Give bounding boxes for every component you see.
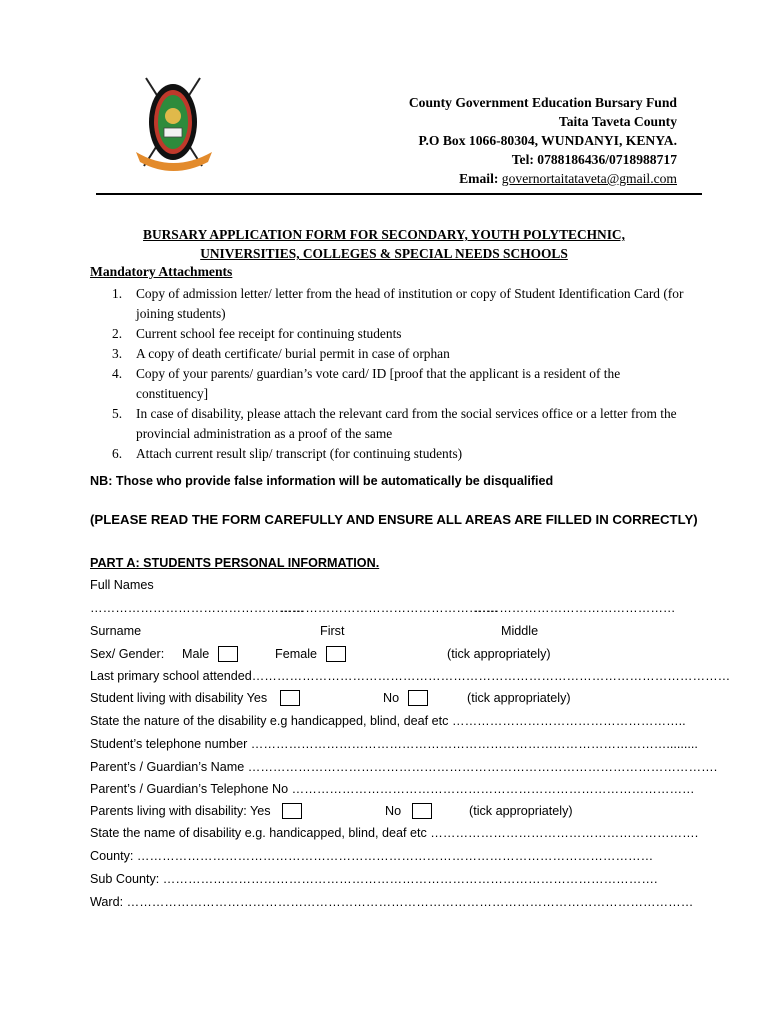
no-label: No <box>385 804 402 818</box>
parent-name-field[interactable]: Parent’s / Guardian’s Name …………………………………………………………………………………………………. <box>90 760 718 774</box>
first-name-field[interactable]: ……………………………………………. <box>280 601 498 615</box>
list-item: 3. A copy of death certificate/ burial permit in case of orphan <box>112 346 450 361</box>
form-title-line2: UNIVERSITIES, COLLEGES & SPECIAL NEEDS SCHOOLS <box>200 246 568 261</box>
attachments-list <box>90 284 690 464</box>
male-label: Male <box>182 647 210 661</box>
email-label: Email: <box>459 171 499 186</box>
postal-address: P.O Box 1066-80304, WUNDANYI, KENYA. <box>418 133 677 148</box>
middle-name-field[interactable]: ………………………………………… <box>474 601 676 615</box>
gender-label: Sex/ Gender: <box>90 647 165 661</box>
form-title-line1: BURSARY APPLICATION FORM FOR SECONDARY, YOUTH POLYTECHNIC, <box>143 227 625 242</box>
attachments-heading: Mandatory Attachments <box>90 264 233 279</box>
nb-warning: NB: Those who provide false information will be automatically be disqualified <box>90 474 554 488</box>
surname-caption: Surname <box>90 624 142 638</box>
ward-field[interactable]: Ward: ……………………………………………………………………………………………………………………… <box>90 895 694 909</box>
email-link[interactable]: governortaitataveta@gmail.com <box>501 171 677 186</box>
list-item: 5. In case of disability, please attach the relevant card from the social services office or a letter from the provincial administration as a proof of the same <box>112 406 677 441</box>
last-primary-school-field[interactable]: Last primary school attended…………………………………………………………………………………………………… <box>90 669 731 683</box>
email-line <box>409 169 677 188</box>
county-coat-of-arms-logo <box>128 74 218 174</box>
list-item: 1. Copy of admission letter/ letter from the head of institution or copy of Student Identification Card (for joining students) <box>112 286 684 321</box>
student-disability-yes-checkbox[interactable] <box>280 690 300 706</box>
female-label: Female <box>275 647 317 661</box>
parents-disability-yes-checkbox[interactable] <box>282 803 302 819</box>
county-name: Taita Taveta County <box>558 114 677 129</box>
instruction-note: (PLEASE READ THE FORM CAREFULLY AND ENSURE ALL AREAS ARE FILLED IN CORRECTLY) <box>90 512 698 527</box>
tick-instruction: (tick appropriately) <box>467 691 571 705</box>
disability-name-field[interactable]: State the name of disability e.g. handicapped, blind, deaf etc ………………………………………………………. <box>90 826 699 840</box>
male-checkbox[interactable] <box>218 646 238 662</box>
surname-field[interactable]: …………………………………………… <box>90 601 305 615</box>
female-checkbox[interactable] <box>326 646 346 662</box>
organization-address-block <box>409 93 677 188</box>
student-telephone-field[interactable]: Student’s telephone number ………………………………………………………………………………………......... <box>90 737 698 751</box>
student-disability-label: Student living with disability Yes <box>90 691 268 705</box>
telephone: Tel: 0788186436/0718988717 <box>511 152 677 167</box>
county-field[interactable]: County: …………………………………………………………………………………………………………… <box>90 849 654 863</box>
org-name: County Government Education Bursary Fund <box>408 95 677 110</box>
list-item: 2. Current school fee receipt for continuing students <box>112 326 402 341</box>
no-label: No <box>383 691 400 705</box>
list-item: 4. Copy of your parents/ guardian’s vote card/ ID [proof that the applicant is a resident of the constituency] <box>112 366 621 401</box>
form-title <box>96 225 672 263</box>
tick-instruction: (tick appropriately) <box>469 804 573 818</box>
sub-county-field[interactable]: Sub County: ………………………………………………………………………………………………………. <box>90 872 658 886</box>
disability-nature-field[interactable]: State the nature of the disability e.g handicapped, blind, deaf etc ……………………………………………….. <box>90 714 686 728</box>
first-caption: First <box>320 624 345 638</box>
list-item: 6. Attach current result slip/ transcript (for continuing students) <box>112 446 463 461</box>
parent-telephone-field[interactable]: Parent’s / Guardian’s Telephone No …………………………………………………………………………………… <box>90 782 695 796</box>
full-names-label: Full Names <box>90 578 154 592</box>
student-disability-no-checkbox[interactable] <box>408 690 428 706</box>
tick-instruction: (tick appropriately) <box>447 647 551 661</box>
header-divider <box>96 193 702 195</box>
part-a-heading: PART A: STUDENTS PERSONAL INFORMATION. <box>90 556 380 570</box>
middle-caption: Middle <box>501 624 539 638</box>
parents-disability-label: Parents living with disability: Yes <box>90 804 271 818</box>
parents-disability-no-checkbox[interactable] <box>412 803 432 819</box>
